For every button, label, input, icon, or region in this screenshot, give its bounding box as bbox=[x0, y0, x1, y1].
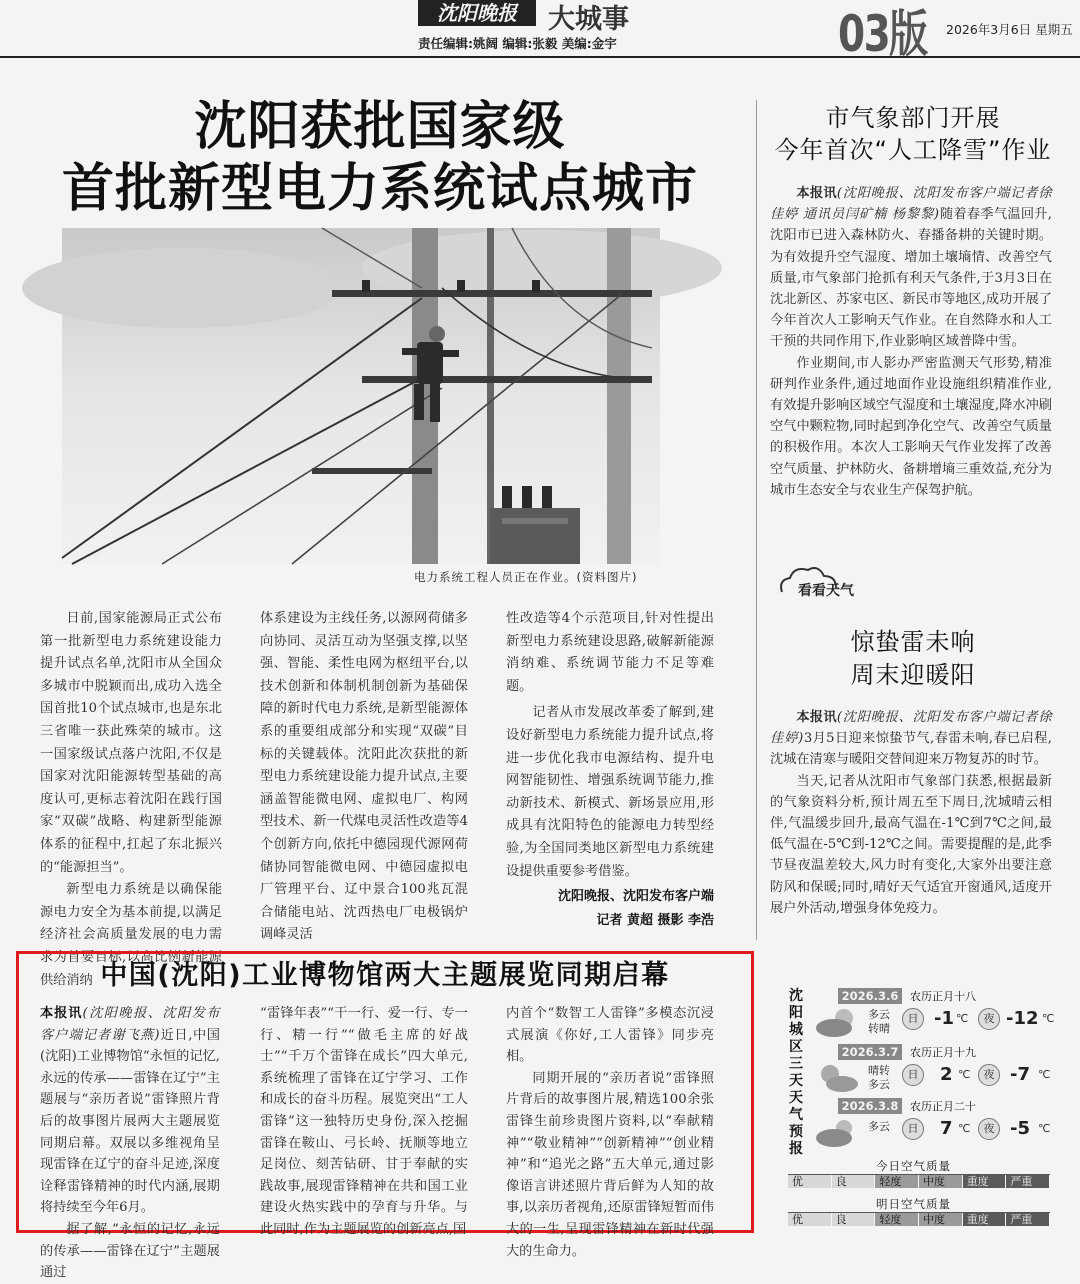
night-icon: 夜 bbox=[978, 1064, 1000, 1086]
main-col3-p2: 记者从市发展改革委了解到,建设好新型电力系统能力提升试点,将进一步优化我市电源结构、提升电网智能韧性、增强系统调节能力,推动新技术、新模式、新场景应用,形成具有沈阳特色的能源电力转型经验,为全国同类地区新型电力系统建设提供重要参考借鉴。 bbox=[506, 705, 714, 879]
day-icon: 日 bbox=[902, 1008, 924, 1030]
weather-title-line2: 周末迎暖阳 bbox=[850, 661, 976, 689]
aq-level: 严重 bbox=[1006, 1213, 1050, 1226]
forecast-date: 2026.3.6 bbox=[838, 988, 902, 1004]
forecast-cond1: 多云 bbox=[868, 1120, 890, 1133]
sunny-cloud-icon bbox=[814, 1062, 860, 1094]
snow-body bbox=[770, 183, 1052, 501]
power-pole-illustration bbox=[62, 228, 660, 564]
editors-line: 责任编辑:姚阔 编辑:张毅 美编:金宇 bbox=[418, 36, 617, 51]
weather-p1: 3月5日迎来惊蛰节气,春雷未响,春已启程,沈城在清寒与暖阳交替间迎来万物复苏的时节。 bbox=[770, 731, 1052, 768]
snow-lead: 本报讯 bbox=[796, 186, 837, 201]
headline-line1: 沈阳获批国家级 bbox=[194, 96, 566, 157]
lineman-photo bbox=[62, 228, 660, 564]
snow-byline: (沈阳晚报、沈阳发布客户端记者徐佳婷 通讯员闫矿楠 杨黎黎) bbox=[770, 186, 1053, 223]
forecast-low: -7 bbox=[1010, 1064, 1030, 1085]
aq-level: 良 bbox=[832, 1175, 876, 1188]
cloudy-sun-icon bbox=[814, 1006, 860, 1038]
museum-col1-p2: 据了解,“永恒的记忆,永远的传承——雷锋在辽宁”主题展通过 bbox=[40, 1221, 220, 1281]
temp-unit: ℃ bbox=[1038, 1122, 1051, 1135]
main-sig-2: 记者 黄超 摄影 李浩 bbox=[596, 913, 714, 929]
issue-date: 2026年3月6日 星期五 bbox=[946, 22, 1073, 37]
main-col-3 bbox=[506, 608, 714, 933]
weather-body bbox=[770, 707, 1052, 919]
forecast-label: 沈阳城区三天天气预报 bbox=[789, 988, 803, 1157]
museum-lead: 本报讯 bbox=[40, 1006, 83, 1021]
forecast-low: -12 bbox=[1006, 1008, 1039, 1029]
aq-level: 良 bbox=[832, 1213, 876, 1226]
forecast-date: 2026.3.7 bbox=[838, 1044, 902, 1060]
museum-col1-p1: 近日,中国(沈阳)工业博物馆“永恒的记忆,永远的传承——雷锋在辽宁”主题展与“亲历者说”雷锋照片背后的故事图片展两大主题展览同期启幕。双展以多维视角呈现雷锋在辽宁的奋斗足迹,深度诠释雷锋精神的时代内涵,展期将持续至今年6月。 bbox=[40, 1027, 220, 1216]
main-col3-p1: 性改造等4个示范项目,针对性提出新型电力系统建设思路,破解新能源消纳难、系统调节能力不足等难题。 bbox=[506, 611, 714, 694]
temp-unit: ℃ bbox=[1038, 1068, 1051, 1081]
forecast-date: 2026.3.8 bbox=[838, 1098, 902, 1114]
museum-title: 中国(沈阳)工业博物馆两大主题展览同期启幕 bbox=[100, 960, 670, 991]
aq-level: 轻度 bbox=[875, 1175, 919, 1188]
main-col-1 bbox=[40, 608, 222, 992]
main-col1-p2: 新型电力系统是以确保能源电力安全为基本前提,以满足经济社会高质量发展的电力需求为首要目标,以高比例新能源供给消纳 bbox=[40, 882, 222, 988]
cloudy-icon bbox=[814, 1116, 860, 1148]
weather-byline: (沈阳晚报、沈阳发布客户端记者徐佳婷) bbox=[770, 710, 1053, 747]
main-sig-1: 沈阳晚报、沈阳发布客户端 bbox=[557, 889, 714, 905]
forecast-lunar: 农历正月十八 bbox=[910, 990, 976, 1003]
main-col-2 bbox=[260, 608, 468, 947]
snow-title-line1: 市气象部门开展 bbox=[825, 104, 1001, 132]
aq-today-bar bbox=[788, 1174, 1050, 1188]
museum-col2-p1: “雷锋年表”“干一行、爱一行、专一行、精一行”“做毛主席的好战士”“千万个雷锋在成长”四大单元,系统梳理了雷锋在辽宁学习、工作和成长的奋斗历程。展览突出“工人雷锋”这一独特历史身份,深入挖掘雷锋在鞍山、弓长岭、抚顺等地立足岗位、刻苦钻研、甘于奉献的实践故事,展现雷锋精神在共和国工业建设火热实践中的孕育与升华。与此同时,作为主题展览的创新亮点,国 bbox=[260, 1006, 468, 1237]
temp-unit: ℃ bbox=[958, 1122, 971, 1135]
aq-today-label: 今日空气质量 bbox=[876, 1159, 951, 1173]
forecast-cond1: 晴转 bbox=[868, 1064, 890, 1077]
aq-level: 优 bbox=[788, 1175, 832, 1188]
snow-p2: 作业期间,市人影办严密监测天气形势,精准研判作业条件,通过地面作业设施组织精准作业,有效提升影响区域空气湿度和土壤湿度,降水冲刷空气中颗粒物,同时起到净化空气、改善空气质量的积极作用。本次人工影响天气作业发挥了改善空气质量、护林防火、备耕增墒三重效益,充分为城市生态安全与农业生产保驾护航。 bbox=[770, 355, 1052, 498]
snow-p1: 随着春季气温回升,沈阳市已进入森林防火、春播备耕的关键时期。为有效提升空气湿度、增加土壤墒情、改善空气质量,市气象部门抢抓有利天气条件,于3月3日在沈北新区、苏家屯区、新民市等地区,成功开展了今年首次人工影响天气作业。在自然降水和人工干预的共同作用下,作业影响区域普降中雪。 bbox=[770, 207, 1052, 350]
aq-level: 严重 bbox=[1006, 1175, 1050, 1188]
main-col2-p1: 体系建设为主线任务,以源网荷储多向协同、灵活互动为坚强支撑,以坚强、智能、柔性电网为枢纽平台,以技术创新和体制机制创新为基础保障的新时代电力系统,是新型能源体系的重要组成部分和实现“双碳”目标的关键载体。沈阳此次获批的新型电力系统建设能力提升试点,主要涵盖智能微电网、虚拟电厂、构网型技术、新一代煤电灵活性改造等4个创新方向,依托中德园现代源网荷储协同智能微电网、中德园虚拟电厂管理平台、辽中景合100兆瓦混合储能电站、沈西热电厂电极锅炉调峰灵活 bbox=[260, 611, 468, 943]
aq-level: 中度 bbox=[919, 1213, 963, 1226]
aq-level: 轻度 bbox=[875, 1213, 919, 1226]
forecast-cond2: 多云 bbox=[868, 1078, 890, 1091]
forecast-cond1: 多云 bbox=[868, 1008, 890, 1021]
forecast-day-3 bbox=[812, 1098, 1062, 1154]
night-icon: 夜 bbox=[978, 1008, 1000, 1030]
forecast-high: -1 bbox=[934, 1008, 954, 1029]
weather-badge bbox=[776, 562, 866, 602]
day-icon: 日 bbox=[902, 1118, 924, 1140]
night-icon: 夜 bbox=[978, 1118, 1000, 1140]
forecast-day-1 bbox=[812, 988, 1062, 1044]
aq-level: 重度 bbox=[963, 1213, 1007, 1226]
temp-unit: ℃ bbox=[958, 1068, 971, 1081]
masthead bbox=[0, 0, 1080, 63]
forecast-cond2: 转晴 bbox=[868, 1022, 890, 1035]
forecast-lunar: 农历正月十九 bbox=[910, 1046, 976, 1059]
museum-col-3 bbox=[506, 1003, 714, 1262]
museum-byline: (沈阳晚报、沈阳发布客户端记者谢飞燕) bbox=[40, 1006, 220, 1043]
weather-lead: 本报讯 bbox=[796, 710, 837, 725]
weather-badge-label: 看看天气 bbox=[798, 583, 854, 599]
forecast-low: -5 bbox=[1010, 1118, 1030, 1139]
section-name: 大城事 bbox=[548, 4, 629, 35]
aq-tomorrow-label: 明日空气质量 bbox=[876, 1197, 951, 1211]
aq-level: 中度 bbox=[919, 1175, 963, 1188]
museum-col-2 bbox=[260, 1003, 468, 1241]
museum-col3-p2: 同期开展的“亲历者说”雷锋照片背后的故事图片展,精选100余张雷锋生前珍贵图片资料,以“奉献精神”“敬业精神”“创新精神”“创业精神”和“追光之路”五大单元,通过影像语言讲述照片背后鲜为人知的故事,以亲历者视角,还原雷锋短暂而伟大的一生,呈现雷锋精神在新时代强大的生命力。 bbox=[506, 1070, 714, 1259]
temp-unit: ℃ bbox=[1042, 1012, 1055, 1025]
museum-col3-p1: 内首个“数智工人雷锋”多模态沉浸式展演《你好,工人雷锋》同步亮相。 bbox=[506, 1006, 714, 1065]
museum-col-1 bbox=[40, 1003, 220, 1284]
column-divider bbox=[756, 100, 757, 940]
forecast-high: 7 bbox=[940, 1118, 953, 1139]
forecast-day-2 bbox=[812, 1044, 1062, 1100]
page-number: 03版 bbox=[838, 5, 927, 63]
photo-caption: 电力系统工程人员正在作业。(资料图片) bbox=[414, 570, 638, 584]
snow-title-line2: 今年首次“人工降雪”作业 bbox=[774, 136, 1052, 164]
paper-logo: 沈阳晚报 bbox=[418, 0, 536, 26]
aq-level: 重度 bbox=[963, 1175, 1007, 1188]
main-col1-p1: 日前,国家能源局正式公布第一批新型电力系统建设能力提升试点名单,沈阳市从全国众多城市中脱颖而出,成功入选全国首批10个试点城市,也是东北三省唯一获此殊荣的城市。这一国家级试点落户沈阳,不仅是国家对沈阳能源转型基础的高度认可,更标志着沈阳在践行国家“双碳”战略、构建新型能源体系的征程中,扛起了东北振兴的“能源担当”。 bbox=[40, 611, 222, 875]
weather-p2: 当天,记者从沈阳市气象部门获悉,根据最新的气象资料分析,预计周五至下周日,沈城晴云相伴,气温缓步回升,最高气温在-1℃到7℃之间,最低气温在-5℃到-12℃之间。需要提醒的是,此季节昼夜温差较大,风力时有变化,大家外出要注意防风和保暖;同时,晴好天气适宜开窗通风,适度开展户外活动,增强身体免疫力。 bbox=[770, 773, 1052, 916]
aq-level: 优 bbox=[788, 1213, 832, 1226]
day-icon: 日 bbox=[902, 1064, 924, 1086]
forecast-lunar: 农历正月二十 bbox=[910, 1100, 976, 1113]
aq-tomorrow-bar bbox=[788, 1212, 1050, 1226]
headline-line2: 首批新型电力系统试点城市 bbox=[61, 158, 698, 219]
temp-unit: ℃ bbox=[956, 1012, 969, 1025]
forecast-high: 2 bbox=[940, 1064, 953, 1085]
weather-title-line1: 惊蛰雷未响 bbox=[850, 628, 976, 656]
